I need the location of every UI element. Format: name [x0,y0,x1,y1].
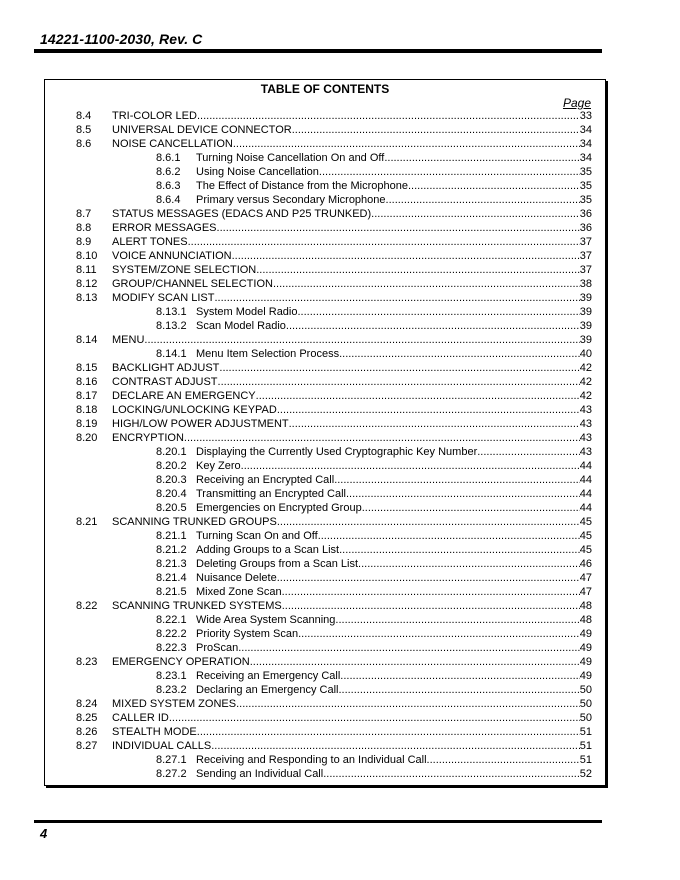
toc-entry-title: Transmitting an Encrypted Call [196,488,346,500]
toc-page-number: 40 [579,348,592,360]
toc-leader-dots [277,515,580,529]
toc-entry-title: HIGH/LOW POWER ADJUSTMENT [112,418,289,430]
toc-leader-dots [188,235,580,249]
toc-leader-dots [241,459,580,473]
toc-subsection-number: 8.22.1 [156,614,187,626]
toc-entry-title: BACKLIGHT ADJUST [112,362,220,374]
toc-page-number: 42 [579,376,592,388]
toc-leader-dots [340,669,579,683]
toc-subsection-number: 8.13.2 [156,320,187,332]
table-of-contents [44,79,606,786]
toc-entries [45,109,605,781]
toc-entry[interactable] [45,445,605,459]
header-rule [34,49,602,53]
toc-page-number: 39 [579,306,592,318]
toc-title: TABLE OF CONTENTS [260,82,390,96]
toc-section-number: 8.6 [76,138,92,150]
toc-entry-title: MIXED SYSTEM ZONES [112,698,237,710]
toc-entry[interactable] [45,431,605,445]
toc-entry-title: Emergencies on Encrypted Group [196,502,362,514]
toc-leader-dots [184,431,580,445]
toc-leader-dots [298,627,580,641]
toc-page-number: 39 [579,334,592,346]
toc-entry[interactable] [45,305,605,319]
toc-section-number: 8.15 [76,362,98,374]
toc-section-number: 8.4 [76,110,92,122]
toc-leader-dots [362,501,580,515]
toc-leader-dots [214,291,579,305]
toc-section-number: 8.19 [76,418,98,430]
toc-entry[interactable] [45,347,605,361]
toc-leader-dots [217,221,580,235]
toc-subsection-number: 8.27.2 [156,768,187,780]
toc-subsection-number: 8.23.1 [156,670,187,682]
toc-page-number: 34 [579,138,592,150]
toc-page-number: 43 [579,418,592,430]
toc-page-number: 44 [579,460,592,472]
toc-entry-title: Adding Groups to a Scan List [196,544,340,556]
toc-section-number: 8.25 [76,712,98,724]
toc-section-number: 8.22 [76,600,98,612]
toc-entry[interactable] [45,375,605,389]
toc-leader-dots [477,445,580,459]
toc-page-number: 46 [579,558,592,570]
toc-page-number: 48 [579,614,592,626]
toc-subsection-number: 8.23.2 [156,684,187,696]
toc-page-number: 44 [579,488,592,500]
toc-entry[interactable] [45,221,605,235]
toc-section-number: 8.5 [76,124,92,136]
toc-page-number: 36 [579,222,592,234]
toc-entry[interactable] [45,627,605,641]
toc-page-number: 35 [579,180,592,192]
toc-section-number: 8.13 [76,292,98,304]
toc-entry-title: NOISE CANCELLATION [112,138,233,150]
toc-subsection-number: 8.27.1 [156,754,187,766]
toc-entry-title: Wide Area System Scanning [196,614,336,626]
toc-subsection-number: 8.21.2 [156,544,187,556]
toc-entry[interactable] [45,473,605,487]
toc-page-number: 42 [579,390,592,402]
toc-subsection-number: 8.20.4 [156,488,187,500]
toc-entry-title: VOICE ANNUNCIATION [112,250,232,262]
toc-section-number: 8.18 [76,404,98,416]
toc-entry-title: Key Zero [196,460,241,472]
toc-page-number: 49 [579,642,592,654]
toc-entry-title: Receiving an Emergency Call [196,670,341,682]
toc-entry-title: ProScan [196,642,239,654]
toc-entry-title: Nuisance Delete [196,572,277,584]
toc-leader-dots [358,557,580,571]
toc-entry[interactable] [45,333,605,347]
toc-page-number: 51 [579,754,592,766]
toc-subsection-number: 8.21.1 [156,530,187,542]
toc-entry[interactable] [45,585,605,599]
toc-entry-title: Deleting Groups from a Scan List [196,558,359,570]
toc-page-number: 34 [579,124,592,136]
toc-leader-dots [218,375,580,389]
toc-leader-dots [318,529,580,543]
toc-section-number: 8.8 [76,222,92,234]
toc-entry[interactable] [45,641,605,655]
toc-entry[interactable] [45,501,605,515]
toc-entry[interactable] [45,179,605,193]
toc-entry[interactable] [45,291,605,305]
toc-leader-dots [339,347,580,361]
toc-entry-title: STATUS MESSAGES (EDACS AND P25 TRUNKED) [112,208,372,220]
toc-entry-title: INDIVIDUAL CALLS [112,740,212,752]
toc-entry[interactable] [45,767,605,781]
toc-section-number: 8.11 [76,264,97,276]
toc-entry-title: Using Noise Cancellation [196,166,319,178]
toc-leader-dots [335,613,579,627]
toc-entry[interactable] [45,697,605,711]
toc-entry-title: System Model Radio [196,306,298,318]
toc-page-number: 44 [579,474,592,486]
toc-entry-title: DECLARE AN EMERGENCY [112,390,256,402]
toc-subsection-number: 8.20.2 [156,460,187,472]
toc-entry[interactable] [45,459,605,473]
toc-entry[interactable] [45,711,605,725]
toc-leader-dots [197,725,580,739]
toc-section-number: 8.14 [76,334,98,346]
toc-page-number: 50 [579,684,592,696]
toc-entry[interactable] [45,417,605,431]
toc-subsection-number: 8.13.1 [156,306,187,318]
toc-subsection-number: 8.14.1 [156,348,187,360]
toc-leader-dots [282,585,580,599]
toc-subsection-number: 8.6.1 [156,152,181,164]
toc-entry[interactable] [45,753,605,767]
toc-entry-title: EMERGENCY OPERATION [112,656,250,668]
toc-entry-title: ERROR MESSAGES [112,222,217,234]
toc-entry[interactable] [45,669,605,683]
toc-entry[interactable] [45,137,605,151]
toc-section-number: 8.24 [76,698,98,710]
toc-section-number: 8.20 [76,432,98,444]
toc-subsection-number: 8.20.1 [156,446,187,458]
toc-entry[interactable] [45,235,605,249]
toc-subsection-number: 8.21.3 [156,558,187,570]
toc-page-number: 38 [579,278,592,290]
toc-page-number: 45 [579,544,592,556]
toc-entry-title: ALERT TONES [112,236,188,248]
toc-page-number: 36 [579,208,592,220]
toc-page-number: 47 [579,572,592,584]
toc-subsection-number: 8.22.3 [156,642,187,654]
toc-leader-dots [236,697,580,711]
toc-leader-dots [323,767,580,781]
toc-entry-title: STEALTH MODE [112,726,197,738]
toc-entry[interactable] [45,403,605,417]
toc-page-number: 39 [579,292,592,304]
toc-entry[interactable] [45,277,605,291]
toc-entry-title: CONTRAST ADJUST [112,376,218,388]
toc-page-number: 49 [579,670,592,682]
toc-page-number: 43 [579,404,592,416]
toc-entry-title: Displaying the Currently Used Cryptographic Key Number [196,446,478,458]
toc-entry[interactable] [45,319,605,333]
toc-entry[interactable] [45,193,605,207]
toc-leader-dots [273,277,580,291]
toc-leader-dots [169,711,580,725]
toc-entry[interactable] [45,263,605,277]
toc-leader-dots [232,249,580,263]
toc-page-number: 43 [579,446,592,458]
toc-leader-dots [384,151,579,165]
toc-section-number: 8.16 [76,376,98,388]
toc-page-number: 47 [579,586,592,598]
toc-leader-dots [219,361,579,375]
toc-entry-title: ENCRYPTION [112,432,184,444]
toc-subsection-number: 8.6.4 [156,194,181,206]
toc-leader-dots [386,193,580,207]
toc-page-number: 51 [579,740,592,752]
toc-leader-dots [282,599,580,613]
toc-entry[interactable] [45,123,605,137]
toc-entry-title: Scan Model Radio [196,320,286,332]
toc-entry-title: Receiving and Responding to an Individual Call [196,754,427,766]
toc-page-number: 43 [579,432,592,444]
toc-leader-dots [256,263,580,277]
toc-page-number: 52 [579,768,592,780]
toc-entry[interactable] [45,655,605,669]
toc-subsection-number: 8.20.3 [156,474,187,486]
toc-subsection-number: 8.6.2 [156,166,181,178]
toc-page-number: 37 [579,250,592,262]
toc-entry[interactable] [45,725,605,739]
toc-subsection-number: 8.21.4 [156,572,187,584]
toc-entry[interactable] [45,515,605,529]
toc-section-number: 8.17 [76,390,98,402]
document-id: 14221-1100-2030, Rev. C [40,31,203,47]
toc-subsection-number: 8.21.5 [156,586,187,598]
toc-section-number: 8.21 [76,516,98,528]
toc-entry[interactable] [45,557,605,571]
toc-section-number: 8.10 [76,250,98,262]
toc-leader-dots [197,109,580,123]
toc-page-number: 50 [579,712,592,724]
toc-entry-title: Receiving an Encrypted Call [196,474,335,486]
toc-page-number: 49 [579,656,592,668]
toc-entry-title: Sending an Individual Call [196,768,324,780]
toc-entry[interactable] [45,207,605,221]
toc-page-number: 37 [579,236,592,248]
toc-page-number: 34 [579,152,592,164]
toc-leader-dots [144,333,579,347]
toc-page-number: 44 [579,502,592,514]
toc-entry[interactable] [45,487,605,501]
toc-section-number: 8.12 [76,278,98,290]
toc-leader-dots [339,543,580,557]
toc-section-number: 8.26 [76,726,98,738]
toc-entry-title: MENU [112,334,145,346]
toc-page-number: 45 [579,516,592,528]
toc-entry[interactable] [45,571,605,585]
toc-leader-dots [211,739,580,753]
toc-entry[interactable] [45,613,605,627]
toc-section-number: 8.27 [76,740,98,752]
toc-entry[interactable] [45,739,605,753]
toc-entry-title: Turning Noise Cancellation On and Off [196,152,385,164]
toc-page-number: 48 [579,600,592,612]
toc-entry[interactable] [45,529,605,543]
toc-entry[interactable] [45,151,605,165]
toc-leader-dots [286,319,580,333]
toc-entry[interactable] [45,543,605,557]
toc-entry-title: LOCKING/UNLOCKING KEYPAD [112,404,277,416]
toc-entry[interactable] [45,683,605,697]
toc-page-number: 49 [579,628,592,640]
toc-subsection-number: 8.20.5 [156,502,187,514]
toc-subsection-number: 8.6.3 [156,180,181,192]
toc-leader-dots [334,473,580,487]
toc-entry[interactable] [45,165,605,179]
toc-leader-dots [277,403,580,417]
toc-entry[interactable] [45,599,605,613]
toc-entry-title: SCANNING TRUNKED SYSTEMS [112,600,282,612]
toc-leader-dots [292,123,580,137]
toc-leader-dots [408,179,580,193]
toc-entry[interactable] [45,109,605,123]
toc-entry-title: CALLER ID [112,712,169,724]
toc-entry[interactable] [45,249,605,263]
toc-leader-dots [238,641,580,655]
toc-entry-title: Declaring an Emergency Call [196,684,339,696]
toc-entry-title: The Effect of Distance from the Microphone [196,180,408,192]
toc-page-number: 37 [579,264,592,276]
page-number: 4 [40,826,48,841]
toc-page-number: 50 [579,698,592,710]
toc-entry-title: Mixed Zone Scan [196,586,282,598]
toc-page-number: 39 [579,320,592,332]
toc-subsection-number: 8.22.2 [156,628,187,640]
toc-section-number: 8.7 [76,208,92,220]
toc-page-number: 35 [579,166,592,178]
toc-page-number: 42 [579,362,592,374]
toc-leader-dots [233,137,580,151]
toc-leader-dots [298,305,580,319]
toc-page-number: 33 [579,110,592,122]
toc-entry-title: Menu Item Selection Process [196,348,340,360]
toc-entry-title: MODIFY SCAN LIST [112,292,215,304]
toc-section-number: 8.23 [76,656,98,668]
toc-entry-title: UNIVERSAL DEVICE CONNECTOR [112,124,292,136]
toc-leader-dots [338,683,579,697]
toc-entry-title: TRI-COLOR LED [112,110,197,122]
toc-leader-dots [289,417,580,431]
toc-entry-title: GROUP/CHANNEL SELECTION [112,278,273,290]
toc-page-number: 45 [579,530,592,542]
toc-leader-dots [250,655,580,669]
toc-entry-title: Primary versus Secondary Microphone [196,194,386,206]
toc-entry-title: Priority System Scan [196,628,299,640]
toc-entry-title: SYSTEM/ZONE SELECTION [112,264,257,276]
toc-entry[interactable] [45,389,605,403]
toc-leader-dots [371,207,580,221]
toc-entry-title: Turning Scan On and Off [196,530,318,542]
toc-entry[interactable] [45,361,605,375]
toc-leader-dots [427,753,580,767]
toc-leader-dots [256,389,580,403]
toc-leader-dots [319,165,580,179]
toc-page-number: 51 [579,726,592,738]
toc-page-number: 35 [579,194,592,206]
footer-rule [34,820,602,823]
toc-page-heading: Page [562,96,591,110]
toc-leader-dots [277,571,580,585]
toc-entry-title: SCANNING TRUNKED GROUPS [112,516,277,528]
toc-section-number: 8.9 [76,236,92,248]
toc-leader-dots [346,487,580,501]
